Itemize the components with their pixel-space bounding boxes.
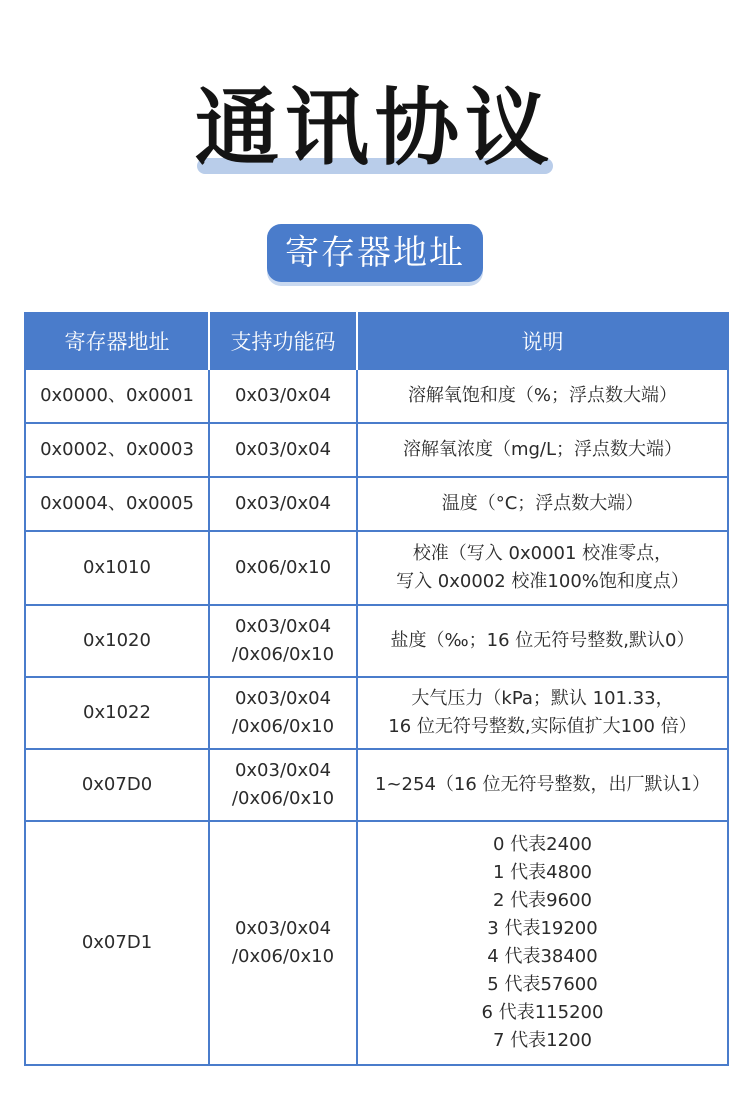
cell-description bbox=[357, 677, 728, 749]
cell-description bbox=[357, 821, 728, 1065]
table-row bbox=[25, 821, 728, 1065]
table-row bbox=[25, 749, 728, 821]
table-body bbox=[25, 369, 728, 1065]
table-row bbox=[25, 477, 728, 531]
page-title: 通讯协议 bbox=[194, 79, 555, 177]
table-row bbox=[25, 369, 728, 423]
description-line: 4 代表38400 bbox=[487, 946, 598, 967]
description-line: 温度（°C；浮点数大端） bbox=[441, 493, 644, 514]
description-line: 盐度（‰；16 位无符号整数,默认0） bbox=[390, 630, 695, 651]
table-row bbox=[25, 605, 728, 677]
cell-description bbox=[357, 749, 728, 821]
function-code-line: /0x06/0x10 bbox=[231, 716, 335, 737]
table-row bbox=[25, 531, 728, 605]
register-table bbox=[24, 312, 729, 1066]
description-line: 溶解氧浓度（mg/L；浮点数大端） bbox=[402, 439, 683, 460]
description-line: 16 位无符号整数,实际值扩大100 倍） bbox=[388, 716, 697, 737]
cell-function-codes bbox=[209, 477, 357, 531]
description-line: 1 代表4800 bbox=[493, 862, 592, 883]
cell-address: 0x1010 bbox=[25, 531, 209, 605]
description-line: 5 代表57600 bbox=[487, 974, 598, 995]
section-badge: 寄存器地址 bbox=[267, 224, 483, 282]
function-code-line: 0x03/0x04 bbox=[234, 493, 332, 514]
header-address: 寄存器地址 bbox=[25, 313, 209, 369]
function-code-line: 0x03/0x04 bbox=[234, 385, 332, 406]
cell-address: 0x0004、0x0005 bbox=[25, 477, 209, 531]
cell-function-codes bbox=[209, 677, 357, 749]
function-code-line: 0x03/0x04 bbox=[234, 918, 332, 939]
description-line: 6 代表115200 bbox=[481, 1002, 604, 1023]
table-row bbox=[25, 423, 728, 477]
function-code-line: 0x03/0x04 bbox=[234, 616, 332, 637]
cell-address: 0x1022 bbox=[25, 677, 209, 749]
function-code-line: 0x03/0x04 bbox=[234, 439, 332, 460]
description-line: 大气压力（kPa；默认 101.33， bbox=[411, 688, 674, 709]
description-line: 1~254（16 位无符号整数，出厂默认1） bbox=[375, 774, 710, 795]
header-function-codes: 支持功能码 bbox=[209, 313, 357, 369]
function-code-line: 0x03/0x04 bbox=[234, 688, 332, 709]
description-line: 2 代表9600 bbox=[493, 890, 592, 911]
cell-description bbox=[357, 605, 728, 677]
function-code-line: 0x06/0x10 bbox=[234, 557, 332, 578]
cell-function-codes bbox=[209, 821, 357, 1065]
description-line: 3 代表19200 bbox=[487, 918, 598, 939]
function-code-line: /0x06/0x10 bbox=[231, 644, 335, 665]
function-code-line: /0x06/0x10 bbox=[231, 788, 335, 809]
description-line: 7 代表1200 bbox=[493, 1030, 592, 1051]
description-line: 溶解氧饱和度（%；浮点数大端） bbox=[407, 385, 678, 406]
description-line: 写入 0x0002 校准100%饱和度点） bbox=[396, 571, 689, 592]
cell-description bbox=[357, 531, 728, 605]
cell-description bbox=[357, 369, 728, 423]
function-code-line: /0x06/0x10 bbox=[231, 946, 335, 967]
description-line: 校准（写入 0x0001 校准零点， bbox=[412, 543, 673, 564]
table-row bbox=[25, 677, 728, 749]
cell-function-codes bbox=[209, 423, 357, 477]
cell-address: 0x0000、0x0001 bbox=[25, 369, 209, 423]
cell-description bbox=[357, 423, 728, 477]
cell-function-codes bbox=[209, 531, 357, 605]
cell-address: 0x07D0 bbox=[25, 749, 209, 821]
table-header-row bbox=[25, 313, 728, 369]
cell-function-codes bbox=[209, 369, 357, 423]
cell-address: 0x07D1 bbox=[25, 821, 209, 1065]
cell-function-codes bbox=[209, 749, 357, 821]
cell-description bbox=[357, 477, 728, 531]
function-code-line: 0x03/0x04 bbox=[234, 760, 332, 781]
cell-address: 0x0002、0x0003 bbox=[25, 423, 209, 477]
cell-address: 0x1020 bbox=[25, 605, 209, 677]
title-block bbox=[0, 78, 750, 188]
header-description: 说明 bbox=[357, 313, 728, 369]
cell-function-codes bbox=[209, 605, 357, 677]
description-line: 0 代表2400 bbox=[493, 834, 592, 855]
